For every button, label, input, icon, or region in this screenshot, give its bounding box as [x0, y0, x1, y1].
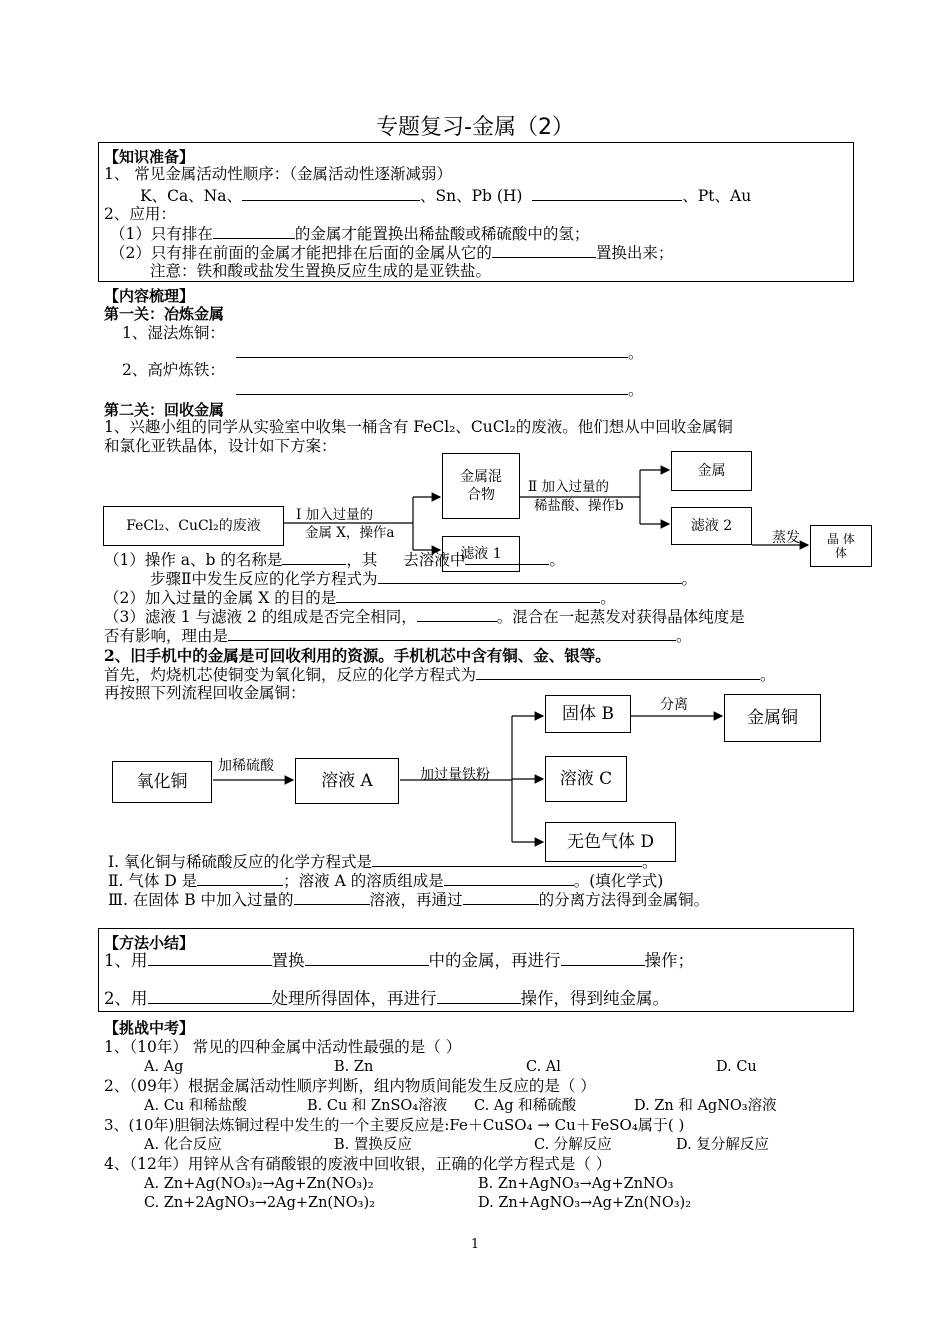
filtrate2-box: 滤液 2	[671, 507, 752, 545]
exam-q4-option-b[interactable]: B. Zn+AgNO₃→Ag+ZnNO₃	[478, 1176, 674, 1192]
exam-q4: 4、（12年）用锌从含有硝酸银的废液中回收银，正确的化学方程式是（ ）	[104, 1155, 612, 1173]
exam-q3-option-a[interactable]: A. 化合反应	[144, 1137, 222, 1153]
problem2-line1: 2、旧手机中的金属是可回收利用的资源。手机机芯中含有铜、金、银等。	[104, 646, 611, 665]
method-blank-3[interactable]	[561, 951, 645, 966]
metal-copper-box: 金属铜	[724, 694, 821, 742]
cuo-equation-blank[interactable]	[476, 665, 760, 680]
waste-liquid-box: FeCl₂、CuCl₂的废液	[103, 506, 284, 546]
content-header: 【内容梳理】	[104, 287, 195, 305]
step1-label-b: 金属 X，操作a	[305, 525, 395, 541]
q-i-line: Ⅰ. 氧化铜与稀硫酸反应的化学方程式是 。	[108, 853, 658, 871]
exam-q4-option-d[interactable]: D. Zn+AgNO₃→Ag+Zn(NO₃)₂	[478, 1195, 692, 1211]
step2-label-a: Ⅱ 加入过量的	[528, 479, 609, 495]
method-blank-2[interactable]	[305, 951, 429, 966]
method-line1: 1、用 置换 中的金属，再进行 操作；	[104, 951, 694, 970]
copper-oxide-box: 氧化铜	[112, 761, 212, 803]
page-number: 1	[470, 1237, 480, 1252]
wet-copper-blank-line: 。	[236, 343, 644, 363]
knowledge-header: 【知识准备】	[104, 148, 195, 166]
exam-q2-option-c[interactable]: C. Ag 和稀硫酸	[474, 1098, 577, 1114]
q1-blank-2[interactable]	[465, 550, 549, 565]
exam-q2-option-d[interactable]: D. Zn 和 AgNO₃溶液	[634, 1098, 777, 1114]
exam-q1-option-b[interactable]: B. Zn	[334, 1059, 374, 1075]
note-line: 注意：铁和酸或盐发生置换反应生成的是亚铁盐。	[150, 262, 492, 280]
application-rule-1: （1）只有排在 的金属才能置换出稀盐酸或稀硫酸中的氢；	[110, 225, 590, 243]
exam-q3-option-d[interactable]: D. 复分解反应	[676, 1137, 769, 1153]
problem2-line2: 首先，灼烧机芯使铜变为氧化铜，反应的化学方程式为 。	[104, 666, 776, 684]
q-i-blank[interactable]	[372, 852, 642, 867]
method-line2: 2、用 处理所得固体，再进行 操作，得到纯金属。	[104, 989, 669, 1008]
problem1-text-a: 1、兴趣小组的同学从实验室中收集一桶含有 FeCl₂、CuCl₂的废液。他们想从中回收金属铜	[104, 418, 733, 436]
q1-line2: 步骤Ⅱ中发生反应的化学方程式为 。	[150, 570, 698, 588]
exam-q4-option-a[interactable]: A. Zn+Ag(NO₃)₂→Ag+Zn(NO₃)₂	[144, 1176, 374, 1192]
exam-q2-option-b[interactable]: B. Cu 和 ZnSO₄溶液	[307, 1098, 448, 1114]
step2-label-b: 稀盐酸、操作b	[534, 498, 624, 514]
activity-series-line: 1、 常见金属活动性顺序：（金属活动性逐渐减弱）	[104, 165, 453, 183]
method-blank-5[interactable]	[437, 989, 521, 1004]
wet-copper-label: 1、湿法炼铜：	[122, 324, 225, 342]
q-ii-blank-1[interactable]	[197, 871, 283, 886]
exam-q2: 2、（09年）根据金属活动性顺序判断，组内物质间能发生反应的是（ ）	[104, 1077, 596, 1095]
add-iron-label: 加过量铁粉	[420, 767, 490, 783]
solution-a-box: 溶液 A	[295, 758, 399, 804]
q3-blank-1[interactable]	[417, 607, 497, 622]
q-ii-line: Ⅱ. 气体 D 是 ；溶液 A 的溶质组成是 。(填化学式)	[108, 872, 664, 890]
method-header: 【方法小结】	[104, 934, 195, 952]
q2-blank[interactable]	[336, 588, 600, 603]
application-rule-2: （2）只有排在前面的金属才能把排在后面的金属从它的 置换出来；	[110, 244, 674, 262]
q1-blank-1[interactable]	[282, 550, 346, 565]
problem1-text-b: 和氯化亚铁晶体，设计如下方案：	[104, 437, 337, 455]
q2-line: （2）加入过量的金属 X 的目的是 。	[104, 589, 616, 607]
q1-line1: （1）操作 a、b 的名称是 ，其 去溶液中 。	[104, 551, 565, 569]
gas-d-box: 无色气体 D	[545, 822, 676, 862]
solid-b-box: 固体 B	[545, 695, 631, 733]
metal-box: 金属	[671, 451, 752, 491]
exam-q4-option-c[interactable]: C. Zn+2AgNO₃→2Ag+Zn(NO₃)₂	[144, 1195, 375, 1211]
q-iii-blank-2[interactable]	[463, 890, 539, 905]
page-title: 专题复习-金属（2）	[376, 115, 574, 140]
exam-q3-option-b[interactable]: B. 置换反应	[334, 1137, 412, 1153]
q3-line2: 否有影响，理由是 。	[104, 627, 692, 645]
exam-q3: 3、(10年)胆铜法炼铜过程中发生的一个主要反应是:Fe＋CuSO₄ → Cu＋FeSO₄属于( )	[104, 1116, 685, 1134]
evaporate-label: 蒸发	[772, 530, 800, 546]
level2-title: 第二关：回收金属	[104, 401, 225, 419]
metal-mixture-box: 金属混 合物	[442, 453, 520, 519]
exam-q2-option-a[interactable]: A. Cu 和稀盐酸	[144, 1098, 247, 1114]
filtrate1-box: 滤液 1	[442, 536, 520, 572]
method-blank-1[interactable]	[148, 951, 272, 966]
exam-q1-option-c[interactable]: C. Al	[526, 1059, 561, 1075]
q-ii-blank-2[interactable]	[444, 871, 574, 886]
blast-furnace-blank-line: 。	[236, 380, 644, 400]
q3-blank-2[interactable]	[228, 626, 676, 641]
separate-label: 分离	[660, 697, 688, 713]
exam-q1-option-a[interactable]: A. Ag	[144, 1059, 184, 1075]
q1-equation-blank[interactable]	[378, 569, 682, 584]
level1-title: 第一关：冶炼金属	[104, 305, 225, 323]
exam-q1: 1、（10年） 常见的四种金属中活动性最强的是（ ）	[104, 1038, 462, 1056]
method-blank-4[interactable]	[148, 989, 272, 1004]
solution-c-box: 溶液 C	[545, 756, 627, 802]
blast-furnace-label: 2、高炉炼铁：	[122, 361, 225, 379]
step1-label-a: Ⅰ 加入过量的	[296, 507, 374, 523]
q3-line1: （3）滤液 1 与滤液 2 的组成是否完全相同， 。混合在一起蒸发对获得晶体纯度是	[104, 608, 745, 626]
q-iii-blank-1[interactable]	[294, 890, 370, 905]
add-acid-label: 加稀硫酸	[218, 758, 274, 774]
exam-header: 【挑战中考】	[104, 1019, 195, 1037]
q-iii-line: Ⅲ. 在固体 B 中加入过量的 溶液，再通过 的分离方法得到金属铜。	[108, 891, 710, 909]
exam-q1-option-d[interactable]: D. Cu	[716, 1059, 757, 1075]
problem2-line3: 再按照下列流程回收金属铜：	[104, 684, 306, 702]
crystal-box: 晶 体 体	[810, 525, 872, 567]
application-label: 2、应用：	[104, 205, 176, 223]
activity-series-fill: K、Ca、Na、 、Sn、Pb (H) 、Pt、Au	[140, 187, 752, 205]
exam-q3-option-c[interactable]: C. 分解反应	[534, 1137, 612, 1153]
